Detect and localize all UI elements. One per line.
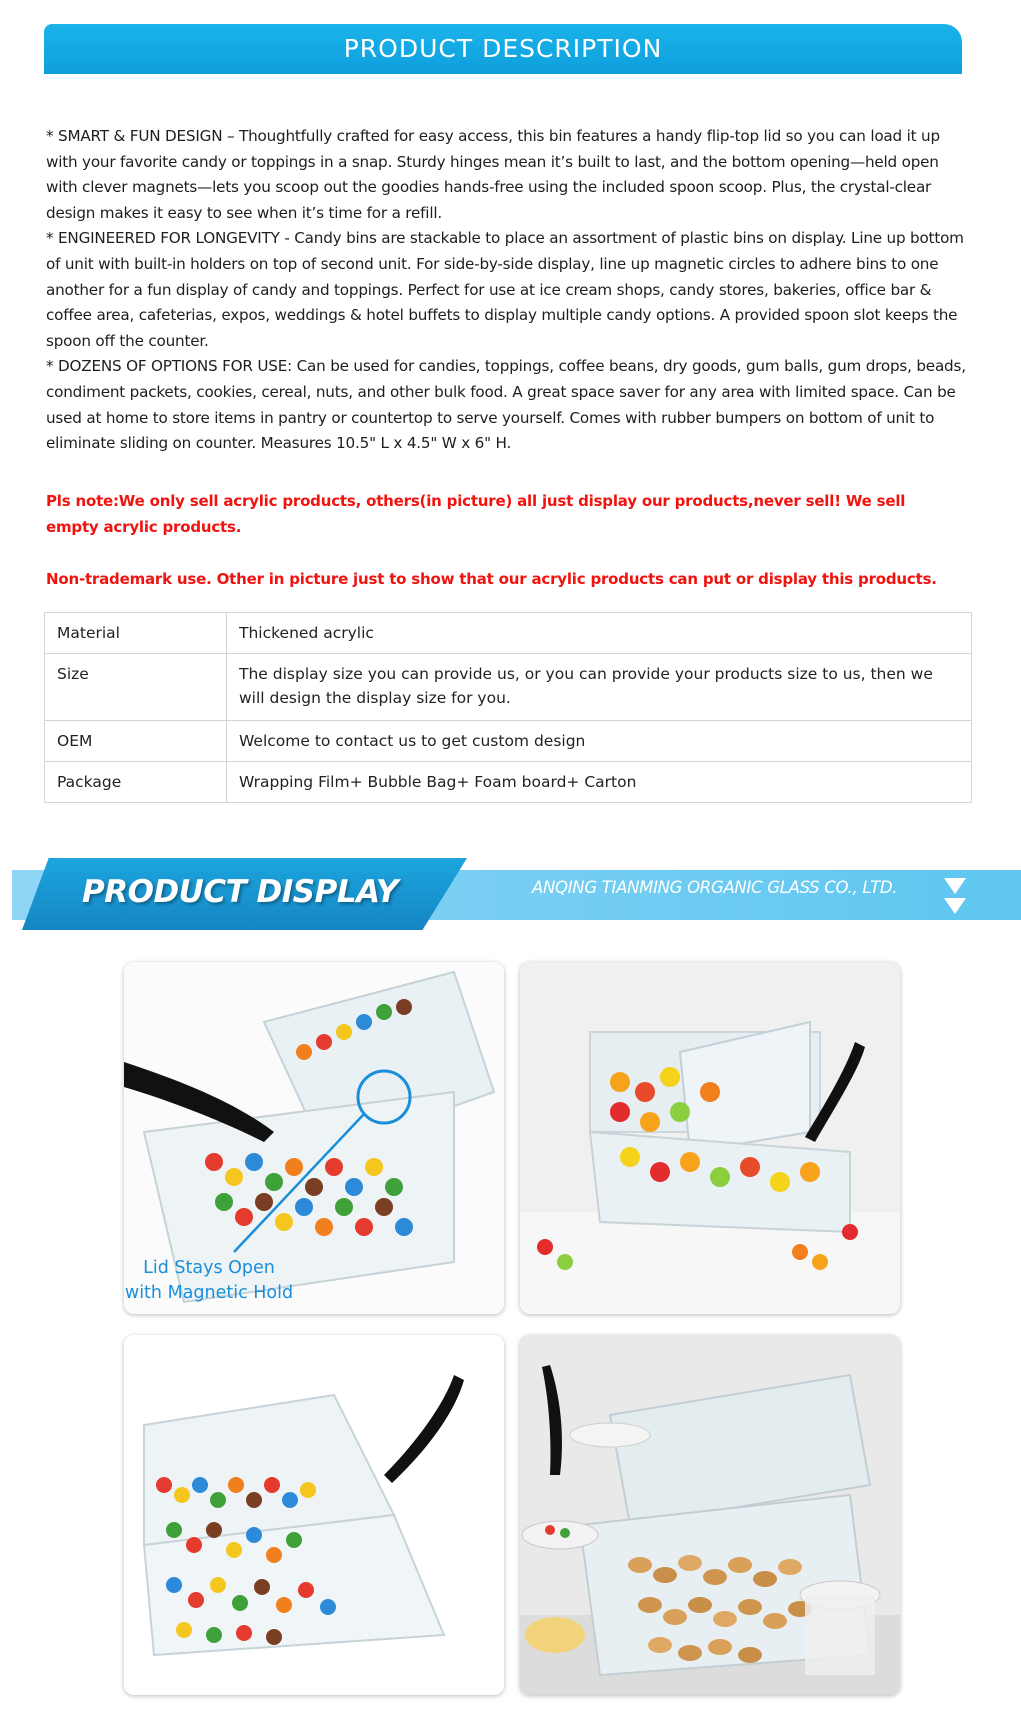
description-paragraph-design: * SMART & FUN DESIGN – Thoughtfully crafted for easy access, this bin features a handy flip-top lid so you can load it up with your favorite candy or toppings in a snap. Sturdy hinges mean it’s built to last, and the bottom opening—held open with clever magnets—lets you scoop out the goodies hands-free using the included spoon scoop. Plus, the crystal-clear design makes it easy to see when it’s time for a refill. <box>46 127 940 222</box>
chevron-down-icon <box>942 876 968 918</box>
callout-line-1: Lid Stays Open <box>143 1258 275 1278</box>
product-display-banner <box>12 858 1021 930</box>
magnetic-hold-callout <box>124 1256 294 1306</box>
product-photo-nuts-display <box>520 1335 900 1695</box>
company-name: ANQING TIANMING ORGANIC GLASS CO., LTD. <box>532 878 898 897</box>
trademark-note: Non-trademark use. Other in picture just to show that our acrylic products can put or display this products. <box>46 570 937 588</box>
spec-key: Package <box>45 762 227 803</box>
spec-key: Material <box>45 613 227 654</box>
spec-value: Thickened acrylic <box>227 613 972 654</box>
description-paragraph-longevity: * ENGINEERED FOR LONGEVITY - Candy bins are stackable to place an assortment of plastic bins on display. Line up bottom of unit with built-in holders on top of second unit. For side-by-side display, line up magnetic circles to adhere bins to one another for a fun display of candy and toppings. Perfect for use at ice cream shops, candy stores, bakeries, office bar & coffee area, cafeterias, expos, weddings & hotel buffets to display multiple candy options. A provided spoon slot keeps the spoon off the counter. <box>46 229 964 350</box>
product-photo-candy-lid-open <box>124 962 504 1314</box>
spec-key: OEM <box>45 721 227 762</box>
tall-candy-bin-illustration <box>124 1335 504 1695</box>
spec-value: Welcome to contact us to get custom design <box>227 721 972 762</box>
spec-key: Size <box>45 654 227 721</box>
table-row <box>45 613 972 654</box>
callout-line-2: with Magnetic Hold <box>124 1283 294 1303</box>
spec-value: Wrapping Film+ Bubble Bag+ Foam board+ Carton <box>227 762 972 803</box>
gummy-bin-illustration <box>520 962 900 1314</box>
product-display-title: PRODUCT DISPLAY <box>82 874 398 910</box>
product-photo-candy-bin-scoop <box>124 1335 504 1695</box>
spec-table <box>44 612 972 803</box>
table-row <box>45 762 972 803</box>
product-photo-gummy-bears <box>520 962 900 1314</box>
product-description-header: PRODUCT DESCRIPTION <box>44 24 962 74</box>
product-description-body <box>46 124 966 457</box>
table-row <box>45 721 972 762</box>
sales-note: Pls note:We only sell acrylic products, others(in picture) all just display our products,never sell! We sell empty acrylic products. <box>46 492 906 536</box>
description-paragraph-options: * DOZENS OF OPTIONS FOR USE: Can be used for candies, toppings, coffee beans, dry goods, gum balls, gum drops, beads, condiment packets, cookies, cereal, nuts, and other bulk food. A great space saver for any area with limited space. Can be used at home to store items in pantry or countertop to serve yourself. Comes with rubber bumpers on bottom of unit to eliminate sliding on counter. Measures 10.5" L x 4.5" W x 6" H. <box>46 357 966 453</box>
spec-value: The display size you can provide us, or you can provide your products size to us, then we will design the display size for you. <box>227 654 972 721</box>
nuts-bin-illustration <box>520 1335 900 1695</box>
table-row <box>45 654 972 721</box>
